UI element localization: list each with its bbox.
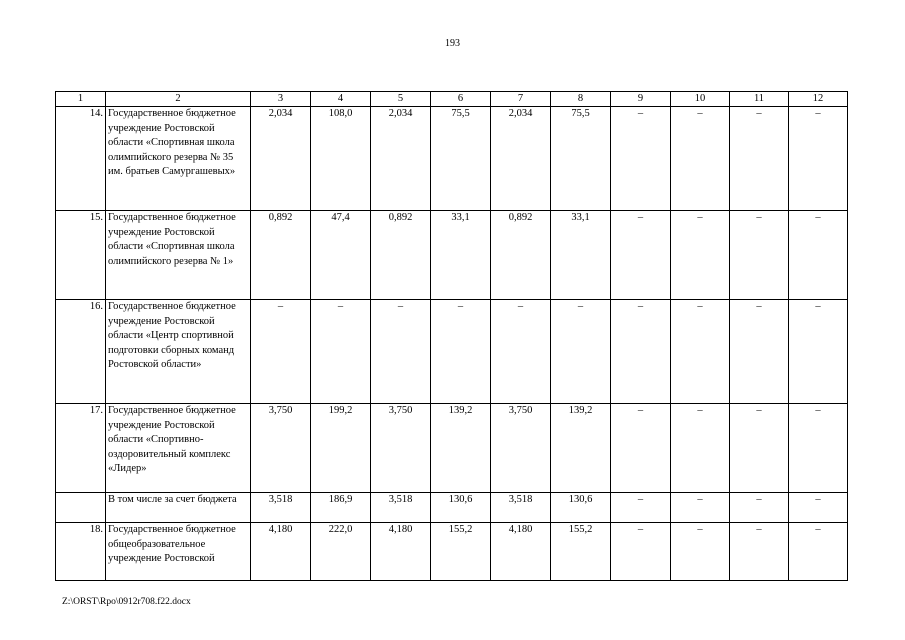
value-cell: 108,0 bbox=[311, 107, 371, 211]
value-cell: 222,0 bbox=[311, 523, 371, 581]
institution-name-cell: Государственное бюджетное учреждение Ростовской области «Спортивная школа олимпийского резерва № 35 им. братьев Самургашевых» bbox=[106, 107, 251, 211]
value-cell: 3,518 bbox=[491, 493, 551, 523]
value-cell: – bbox=[611, 107, 671, 211]
value-cell: 0,892 bbox=[491, 211, 551, 300]
institution-name-cell: Государственное бюджетное учреждение Ростовской области «Центр спортивной подготовки сборных команд Ростовской области» bbox=[106, 300, 251, 404]
header-cell: 2 bbox=[106, 92, 251, 107]
value-cell: 139,2 bbox=[551, 404, 611, 493]
value-cell: – bbox=[730, 493, 789, 523]
row-number-cell: 14. bbox=[56, 107, 106, 211]
header-cell: 9 bbox=[611, 92, 671, 107]
value-cell: – bbox=[730, 211, 789, 300]
table-row bbox=[56, 493, 848, 523]
header-cell: 8 bbox=[551, 92, 611, 107]
table-row bbox=[56, 211, 848, 300]
row-number-cell bbox=[56, 493, 106, 523]
data-table bbox=[55, 91, 848, 581]
value-cell: – bbox=[789, 107, 848, 211]
value-cell: 3,750 bbox=[491, 404, 551, 493]
value-cell: – bbox=[789, 300, 848, 404]
value-cell: – bbox=[671, 523, 730, 581]
value-cell: 4,180 bbox=[371, 523, 431, 581]
header-cell: 11 bbox=[730, 92, 789, 107]
value-cell: 3,518 bbox=[251, 493, 311, 523]
value-cell: 155,2 bbox=[551, 523, 611, 581]
header-cell: 12 bbox=[789, 92, 848, 107]
institution-name-cell: Государственное бюджетное учреждение Ростовской области «Спортивно-оздоровительный комплекс «Лидер» bbox=[106, 404, 251, 493]
header-cell: 6 bbox=[431, 92, 491, 107]
value-cell: – bbox=[251, 300, 311, 404]
value-cell: – bbox=[671, 404, 730, 493]
value-cell: – bbox=[671, 300, 730, 404]
value-cell: – bbox=[671, 211, 730, 300]
value-cell: 186,9 bbox=[311, 493, 371, 523]
page-number: 193 bbox=[445, 38, 460, 49]
value-cell: – bbox=[671, 107, 730, 211]
header-cell: 5 bbox=[371, 92, 431, 107]
header-cell: 10 bbox=[671, 92, 730, 107]
value-cell: 130,6 bbox=[431, 493, 491, 523]
value-cell: – bbox=[611, 493, 671, 523]
value-cell: 2,034 bbox=[371, 107, 431, 211]
table-header-row bbox=[56, 92, 848, 107]
row-number-cell: 15. bbox=[56, 211, 106, 300]
value-cell: – bbox=[371, 300, 431, 404]
row-number-cell: 18. bbox=[56, 523, 106, 581]
value-cell: 3,750 bbox=[371, 404, 431, 493]
value-cell: 2,034 bbox=[251, 107, 311, 211]
value-cell: – bbox=[611, 211, 671, 300]
table-row bbox=[56, 404, 848, 493]
value-cell: 3,518 bbox=[371, 493, 431, 523]
value-cell: – bbox=[730, 523, 789, 581]
value-cell: 130,6 bbox=[551, 493, 611, 523]
value-cell: – bbox=[789, 211, 848, 300]
value-cell: – bbox=[789, 493, 848, 523]
value-cell: – bbox=[730, 300, 789, 404]
value-cell: – bbox=[730, 404, 789, 493]
value-cell: 4,180 bbox=[491, 523, 551, 581]
header-cell: 3 bbox=[251, 92, 311, 107]
value-cell: – bbox=[789, 404, 848, 493]
value-cell: – bbox=[551, 300, 611, 404]
institution-name-cell: В том числе за счет бюджета bbox=[106, 493, 251, 523]
header-cell: 4 bbox=[311, 92, 371, 107]
value-cell: – bbox=[730, 107, 789, 211]
value-cell: 199,2 bbox=[311, 404, 371, 493]
footer-file-path: Z:\ORST\Rpo\0912r708.f22.docx bbox=[62, 597, 191, 607]
header-cell: 1 bbox=[56, 92, 106, 107]
value-cell: – bbox=[491, 300, 551, 404]
header-cell: 7 bbox=[491, 92, 551, 107]
value-cell: 75,5 bbox=[431, 107, 491, 211]
row-number-cell: 16. bbox=[56, 300, 106, 404]
value-cell: – bbox=[311, 300, 371, 404]
table-row bbox=[56, 107, 848, 211]
institution-name-cell: Государственное бюджетное общеобразовательное учреждение Ростовской bbox=[106, 523, 251, 581]
value-cell: 2,034 bbox=[491, 107, 551, 211]
value-cell: 75,5 bbox=[551, 107, 611, 211]
value-cell: – bbox=[789, 523, 848, 581]
value-cell: 4,180 bbox=[251, 523, 311, 581]
value-cell: – bbox=[671, 493, 730, 523]
institution-name-cell: Государственное бюджетное учреждение Ростовской области «Спортивная школа олимпийского резерва № 1» bbox=[106, 211, 251, 300]
row-number-cell: 17. bbox=[56, 404, 106, 493]
value-cell: – bbox=[611, 404, 671, 493]
table-row bbox=[56, 300, 848, 404]
value-cell: 3,750 bbox=[251, 404, 311, 493]
value-cell: 0,892 bbox=[251, 211, 311, 300]
value-cell: 33,1 bbox=[551, 211, 611, 300]
value-cell: – bbox=[431, 300, 491, 404]
value-cell: 155,2 bbox=[431, 523, 491, 581]
table-row bbox=[56, 523, 848, 581]
value-cell: 139,2 bbox=[431, 404, 491, 493]
value-cell: 47,4 bbox=[311, 211, 371, 300]
value-cell: 0,892 bbox=[371, 211, 431, 300]
value-cell: – bbox=[611, 300, 671, 404]
value-cell: 33,1 bbox=[431, 211, 491, 300]
value-cell: – bbox=[611, 523, 671, 581]
